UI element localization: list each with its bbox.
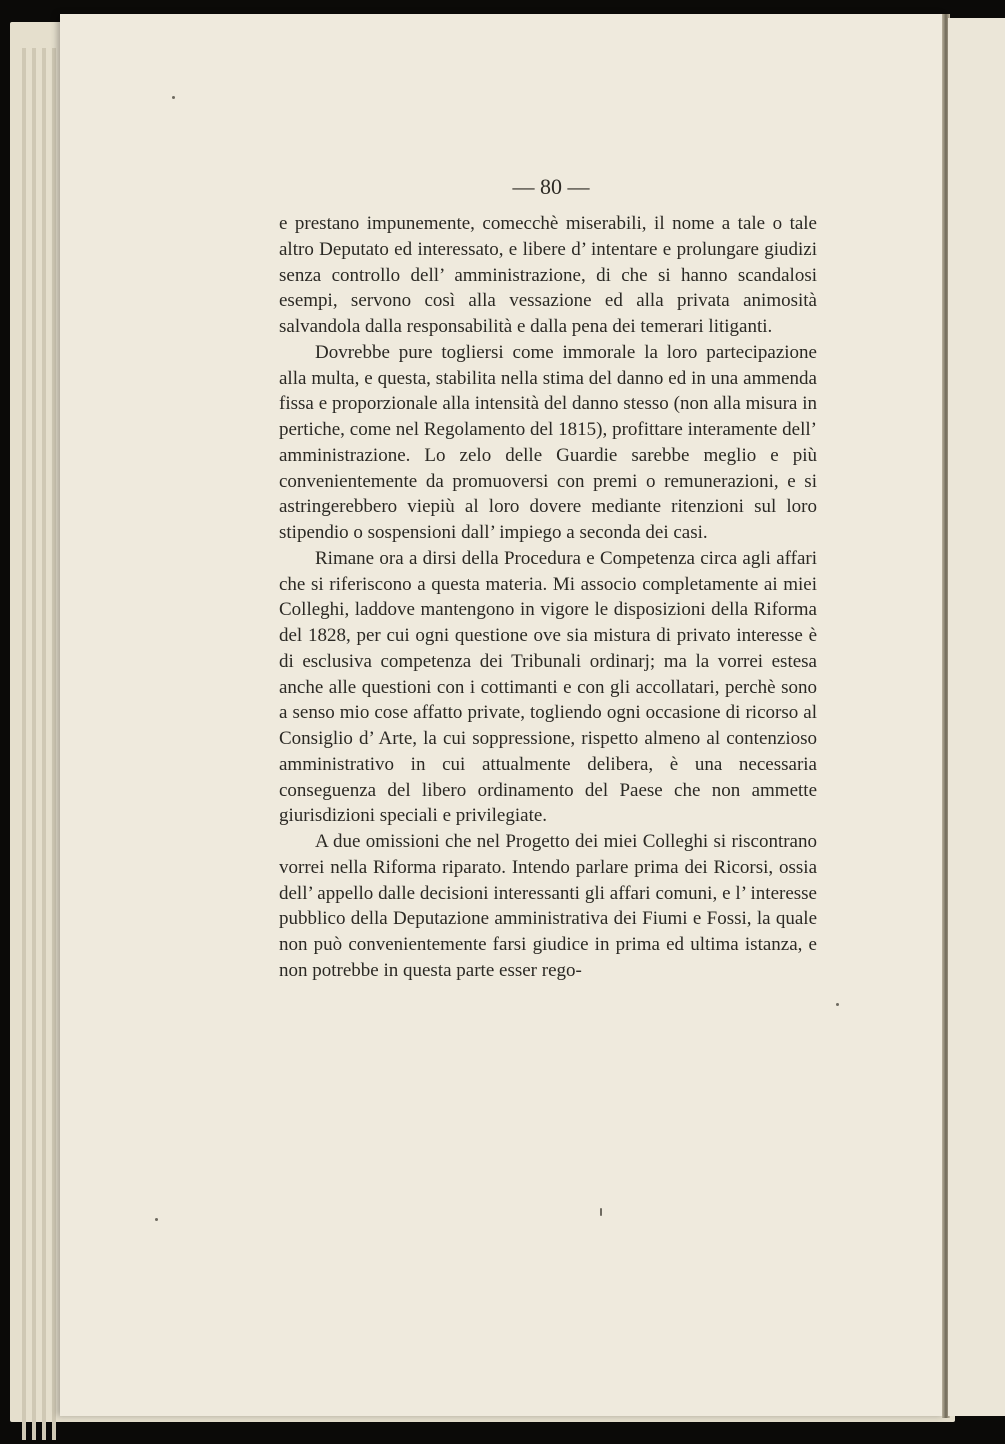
- paragraph: A due omissioni che nel Progetto dei miei Colleghi si riscontrano vorrei nella Riforma riparato. Intendo parlare prima dei Ricorsi, ossia dell’ appello dalle decisioni interessanti gli affari comuni, e l’ interesse pubblico della Deputazione amministrativa dei Fiumi e Fossi, la quale non può convenientemente farsi giudice in prima ed ultima istanza, e non potrebbe in questa parte esser rego-: [279, 831, 817, 981]
- paragraph: Rimane ora a dirsi della Procedura e Competenza circa agli affari che si riferiscono a questa materia. Mi associo completamente ai miei Colleghi, laddove mantengono in vigore le disposizioni della Riforma del 1828, per cui ogni questione ove sia mistura di privato interesse è di esclusiva competenza dei Tribunali ordinarj; ma la vorrei estesa anche alle questioni con i cottimanti e con gli accollatari, perchè sono a senso mio cose affatto private, togliendo ogni occasione di ricorso al Consiglio d’ Arte, la cui soppressione, rispetto almeno al contenzioso amministrativo in cui attualmente delibera, è una necessaria conseguenza del libero ordinamento del Paese che non ammette giurisdizioni speciali e privilegiate.: [279, 547, 817, 827]
- paper-speck: [836, 1003, 839, 1006]
- page-edge: [22, 48, 26, 1440]
- page-number: — 80 —: [512, 174, 590, 199]
- paper-speck: [172, 96, 175, 99]
- page-edge: [42, 48, 46, 1440]
- paper-speck: [155, 1218, 158, 1221]
- paragraph: e prestano impunemente, comecchè miserabili, il nome a tale o tale altro Deputato ed interessato, e libere d’ intentare e prolungare giudizi senza controllo dell’ amministrazione, di che si hanno scandalosi esempi, servono così alla vessazione ed alla privata animosità salvandola dalla responsabilità e dalla pena dei temerari litiganti.: [279, 213, 817, 337]
- body-text: [279, 211, 817, 984]
- page-edge: [32, 48, 36, 1440]
- facing-page-edge: [948, 18, 1005, 1416]
- page-edge: [52, 48, 56, 1440]
- paper-speck: [600, 1208, 602, 1216]
- paragraph: Dovrebbe pure togliersi come immorale la loro partecipazione alla multa, e questa, stabilita nella stima del danno ed in una ammenda fissa e proporzionale alla intensità del danno stesso (non alla misura in pertiche, come nel Regolamento del 1815), profittare interamente dell’ amministrazione. Lo zelo delle Guardie sarebbe meglio e più convenientemente da promuoversi con premi o remunerazioni, e si astringerebbero viepiù al loro dovere mediante ritenzioni sul loro stipendio o sospensioni dall’ impiego a seconda dei casi.: [279, 341, 817, 543]
